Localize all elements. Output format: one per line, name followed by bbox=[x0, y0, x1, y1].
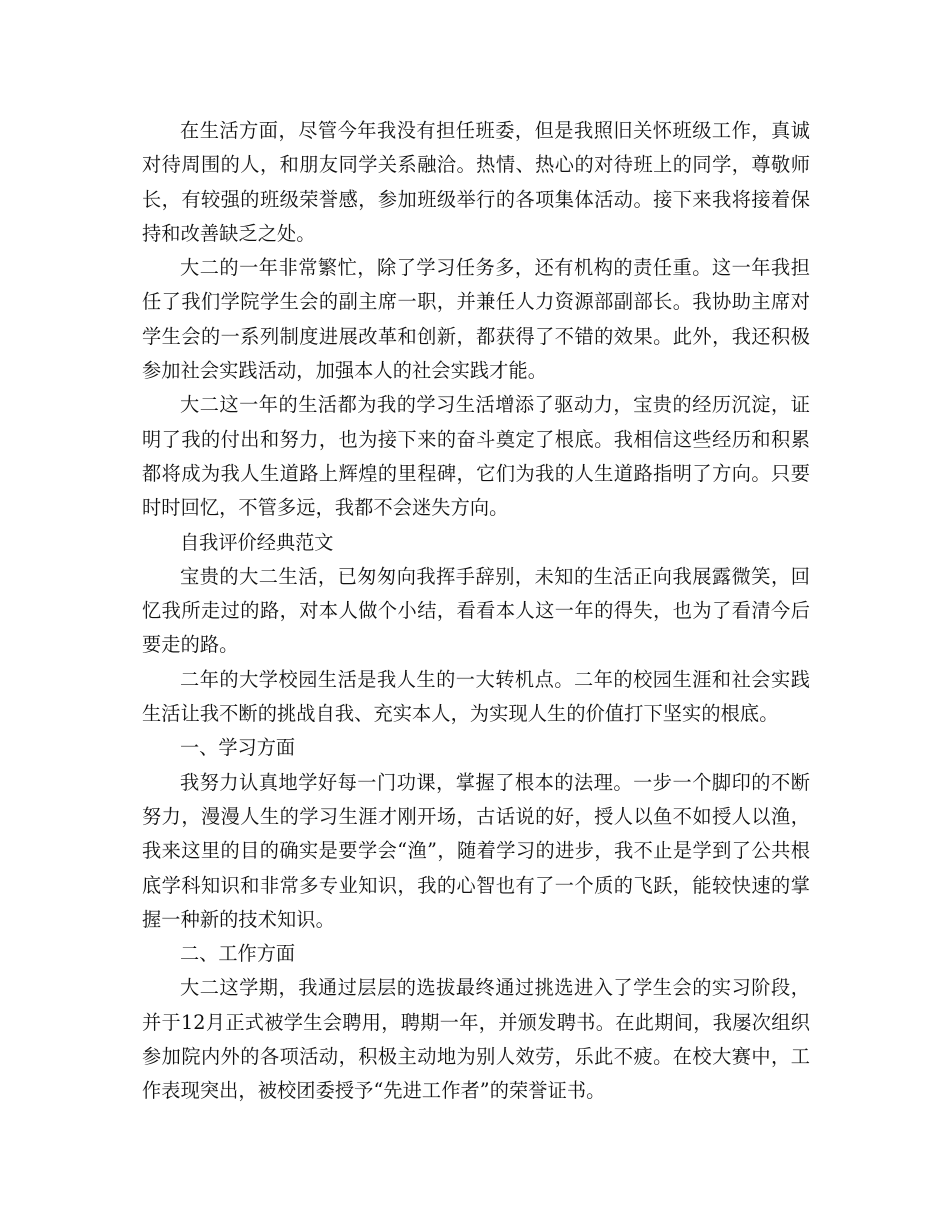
paragraph-sophomore-work: 大二的一年非常繁忙，除了学习任务多，还有机构的责任重。这一年我担任了我们学院学生会的副主席一职，并兼任人力资源部副部长。我协助主席对学生会的一系列制度进展改革和创新，都获得了不错的效果。此外，我还积极参加社会实践活动，加强本人的社会实践才能。 bbox=[142, 256, 810, 383]
document-page bbox=[142, 114, 810, 1109]
section-heading-work: 二、工作方面 bbox=[180, 942, 296, 966]
paragraph-turning-point: 二年的大学校园生活是我人生的一大转机点。二年的校园生涯和社会实践生活让我不断的挑战自我、充实本人，为实现人生的价值打下坚实的根底。 bbox=[142, 667, 810, 726]
paragraph-study: 我努力认真地学好每一门功课，掌握了根本的法理。一步一个脚印的不断努力，漫漫人生的学习生涯才刚开场，古话说的好，授人以鱼不如授人以渔，我来这里的目的确实是要学会“渔”，随着学习的进步，我不止是学到了公共根底学科知识和非常多专业知识，我的心智也有了一个质的飞跃，能较快速的掌握一种新的技术知识。 bbox=[142, 770, 810, 931]
paragraph-sophomore-summary: 大二这一年的生活都为我的学习生活增添了驱动力，宝贵的经历沉淀，证明了我的付出和努力，也为接下来的奋斗奠定了根底。我相信这些经历和积累都将成为我人生道路上辉煌的里程碑，它们为我的人生道路指明了方向。只要时时回忆，不管多远，我都不会迷失方向。 bbox=[142, 393, 810, 520]
section-title-self-evaluation: 自我评价经典范文 bbox=[180, 530, 334, 554]
paragraph-intro: 宝贵的大二生活，已匆匆向我挥手辞别，未知的生活正向我展露微笑，回忆我所走过的路，对本人做个小结，看看本人这一年的得失，也为了看清今后要走的路。 bbox=[142, 564, 810, 657]
paragraph-work: 大二这学期，我通过层层的选拔最终通过挑选进入了学生会的实习阶段，并于12月正式被学生会聘用，聘期一年，并颁发聘书。在此期间，我屡次组织参加院内外的各项活动，积极主动地为别人效劳，乐此不疲。在校大赛中，工作表现突出，被校团委授予“先进工作者”的荣誉证书。 bbox=[142, 976, 810, 1103]
paragraph-life: 在生活方面，尽管今年我没有担任班委，但是我照旧关怀班级工作，真诚对待周围的人，和朋友同学关系融洽。热情、热心的对待班上的同学，尊敬师长，有较强的班级荣誉感，参加班级举行的各项集体活动。接下来我将接着保持和改善缺乏之处。 bbox=[142, 119, 810, 245]
section-heading-study: 一、学习方面 bbox=[180, 736, 296, 760]
